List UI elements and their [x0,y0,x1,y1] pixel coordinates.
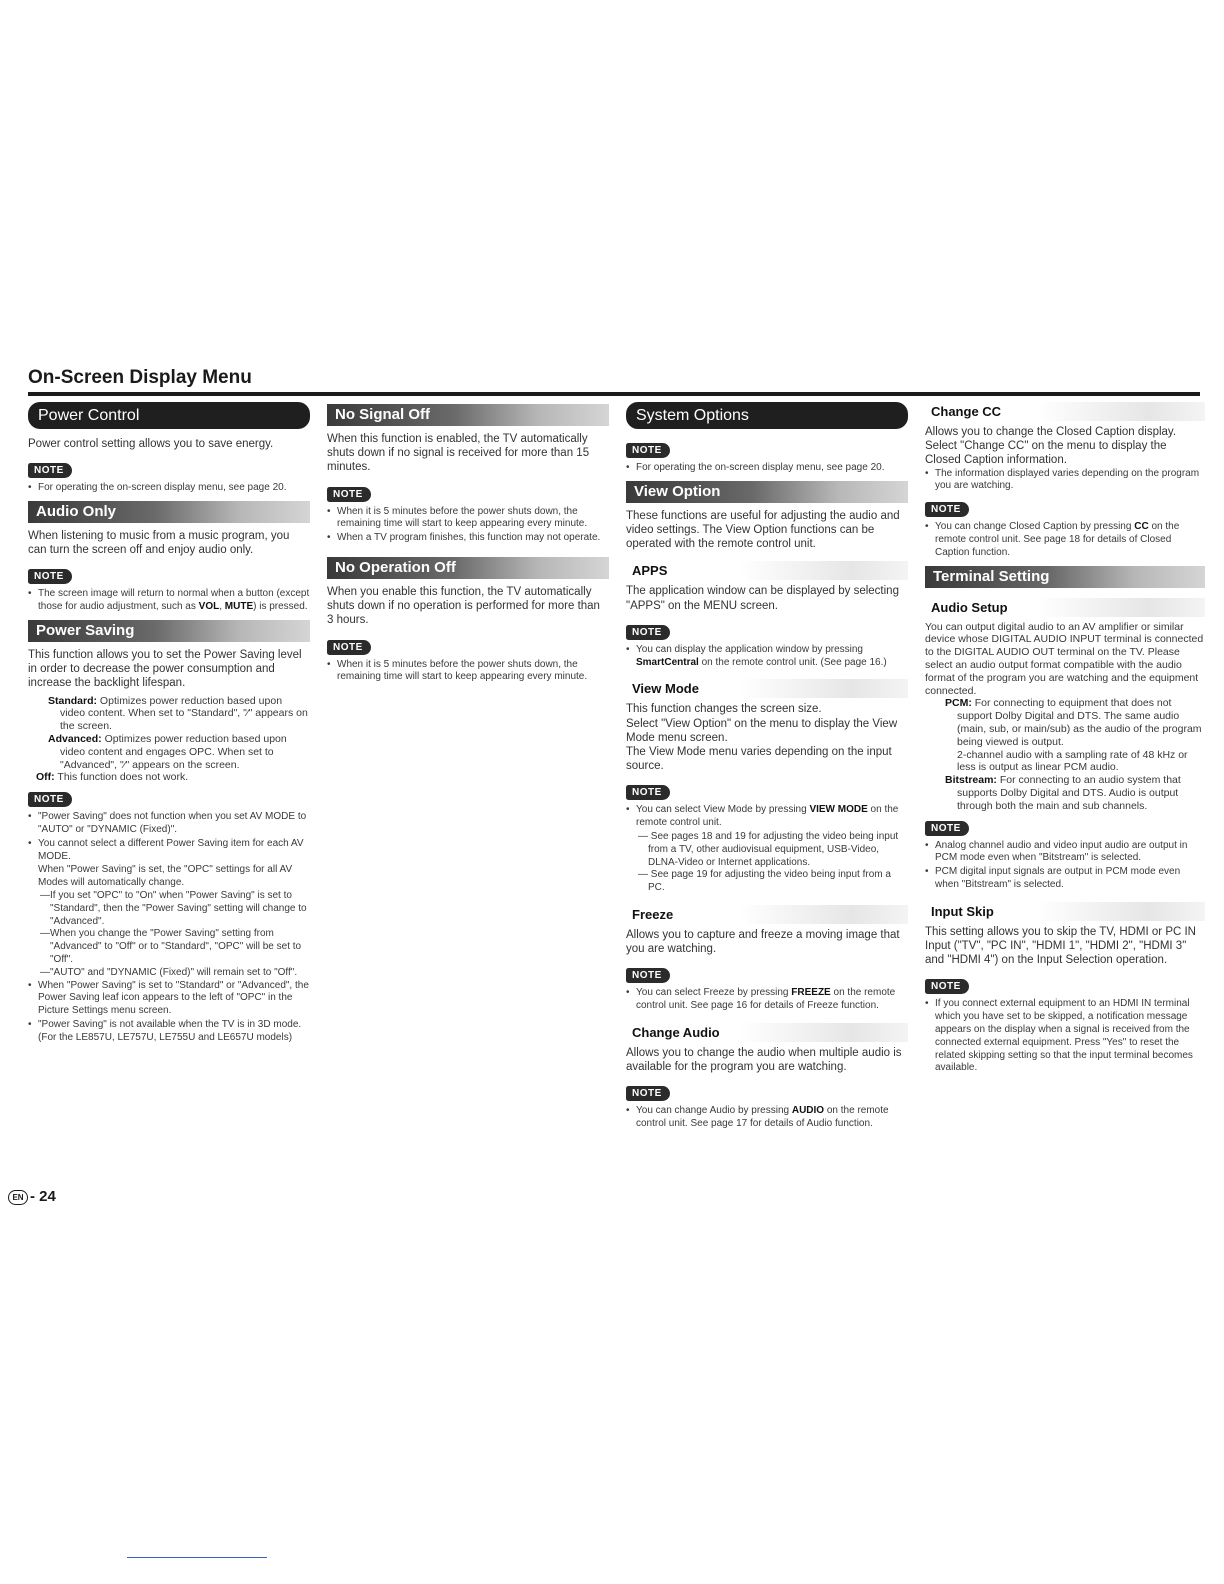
view-mode-body-2: Select "View Option" on the menu to display the View Mode menu screen. [626,717,898,744]
power-saving-off: Off: This function does not work. [36,771,189,784]
view-mode-note: • You can select View Mode by pressing VIEW MODE on the remote control unit. [626,804,908,830]
no-signal-off-note-2: • When a TV program finishes, this function may not operate. [327,532,609,545]
audio-only-body: When listening to music from a music program, you can turn the screen off and enjoy audio only. [28,530,290,557]
power-control-note: • For operating the on-screen display menu, see page 20. [28,482,310,495]
power-saving-note-2: • You cannot select a different Power Saving item for each AV MODE. [28,838,310,864]
audio-setup-body: You can output digital audio to an AV amplifier or similar device whose DIGITAL AUDIO INPUT terminal is connected to the DIGITAL AUDIO OUT terminal on the TV. Please select an audio output format compatible with the audio format of the program you are watching and the equipment connected. [925,620,1204,697]
audio-setup-note-1: • Analog channel audio and video input audio are output in PCM mode even when "Bitstream" is selected. [925,840,1205,866]
note-badge: NOTE [327,640,371,655]
note-badge: NOTE [28,463,72,478]
system-options-note: • For operating the on-screen display menu, see page 20. [626,462,908,475]
page-number: EN - 24 [8,1188,56,1205]
no-signal-off-body: When this function is enabled, the TV automatically shuts down if no signal is received for more than 15 minutes. [327,433,590,474]
column-3 [626,402,908,1132]
view-mode-dash-1: — See pages 18 and 19 for adjusting the video being input from a TV, other audiovisual equipment, USB-Video, DLNA-Video or Internet applications. [638,831,899,868]
view-option-body: These functions are useful for adjusting the audio and video settings. The View Option functions can be operated with the remote control unit. [626,509,900,551]
power-saving-note-1: • "Power Saving" does not function when you set AV MODE to "AUTO" or "DYNAMIC (Fixed)". [28,811,310,837]
change-audio-note: • You can change Audio by pressing AUDIO on the remote control unit. See page 17 for details of Audio function. [626,1105,908,1131]
note-badge: NOTE [626,1086,670,1101]
audio-setup-pcm-2: 2-channel audio with a sampling rate of 48 kHz or less is output as linear PCM audio. [957,748,1188,774]
change-cc-heading: Change CC [925,402,1205,421]
column-1 [28,402,310,1046]
column-4 [925,402,1205,1076]
page-number-value: 24 [39,1188,56,1205]
change-audio-heading: Change Audio [626,1023,908,1042]
view-option-heading: View Option [626,481,908,503]
note-badge: NOTE [626,785,670,800]
note-badge: NOTE [925,979,969,994]
note-badge: NOTE [925,502,969,517]
power-saving-body: This function allows you to set the Power Saving level in order to decrease the power consumption and increase the backlight lifespan. [28,649,302,690]
power-saving-note-2b: When "Power Saving" is set, the "OPC" settings for all AV Modes will automatically change. [38,864,293,889]
no-operation-off-heading: No Operation Off [327,557,609,579]
no-operation-off-body: When you enable this function, the TV automatically shuts down if no operation is performed for more than 3 hours. [327,586,600,627]
view-mode-body-1: This function changes the screen size. [626,703,822,716]
no-signal-off-heading: No Signal Off [327,404,609,426]
audio-setup-bitstream: Bitstream: For connecting to an audio system that supports Dolby Digital and DTS. Audio is output through both the main and sub channels. [945,774,1181,812]
note-badge: NOTE [925,821,969,836]
apps-note: • You can display the application window by pressing SmartCentral on the remote control unit. (See page 16.) [626,644,908,670]
input-skip-body: This setting allows you to skip the TV, HDMI or PC IN Input ("TV", "PC IN", "HDMI 1", "HDMI 2", "HDMI 3" and "HDMI 4") on the Input Selection operation. [925,925,1196,967]
power-saving-dash-3: —"AUTO" and "DYNAMIC (Fixed)" will remain set to "Off". [40,966,298,978]
freeze-note: • You can select Freeze by pressing FREEZE on the remote control unit. See page 16 for details of Freeze function. [626,987,908,1013]
input-skip-heading: Input Skip [925,902,1205,921]
change-cc-note: • You can change Closed Caption by pressing CC on the remote control unit. See page 18 for details of Closed Caption function. [925,521,1205,559]
no-operation-off-note-1: • When it is 5 minutes before the power shuts down, the remaining time will start to keep appearing every minute. [327,659,609,685]
note-badge: NOTE [327,487,371,502]
power-control-intro: Power control setting allows you to save energy. [28,438,274,450]
power-saving-standard: Standard: Optimizes power reduction based upon video content. When set to "Standard", "⁄" appears on the screen. [48,694,308,733]
power-saving-heading: Power Saving [28,620,310,642]
terminal-setting-heading: Terminal Setting [925,566,1205,588]
power-saving-advanced: Advanced: Optimizes power reduction based upon video content and engages OPC. When set to "Advanced", "⁄" appears on the screen. [48,733,287,771]
audio-only-heading: Audio Only [28,501,310,523]
audio-setup-heading: Audio Setup [925,598,1205,617]
change-cc-bullet: • The information displayed varies depending on the program you are watching. [925,468,1205,494]
power-saving-dash-2: —When you change the "Power Saving" setting from "Advanced" to "Off" or to "Standard", "OPC" will be set to "Off". [40,928,302,965]
change-audio-body: Allows you to change the audio when multiple audio is available for the program you are watching. [626,1047,902,1074]
no-signal-off-note-1: • When it is 5 minutes before the power shuts down, the remaining time will start to keep appearing every minute. [327,506,609,532]
audio-setup-pcm: PCM: For connecting to equipment that does not support Dolby Digital and DTS. The same audio (main, sub, or main/sub) as the audio of the program being viewed is output. [945,697,1202,748]
audio-only-note: • The screen image will return to normal when a button (except those for audio adjustment, such as VOL, MUTE) is pressed. [28,588,310,614]
power-control-heading: Power Control [28,402,310,429]
input-skip-note: • If you connect external equipment to an HDMI IN terminal which you have set to be skipped, a notification message appears on the display when a signal is received from the connected external equipment. Press "Yes" to reset the related skipping setting so that the input terminal becomes available. [925,998,1205,1075]
note-badge: NOTE [28,569,72,584]
note-badge: NOTE [28,792,72,807]
audio-setup-note-2: • PCM digital input signals are output in PCM mode even when "Bitstream" is selected. [925,866,1205,892]
view-mode-dash-2: — See page 19 for adjusting the video being input from a PC. [638,869,891,894]
note-badge: NOTE [626,968,670,983]
power-saving-dash-1: —If you set "OPC" to "On" when "Power Saving" is set to "Standard", then the "Power Saving" setting will change to "Advanced". [40,889,307,927]
note-badge: NOTE [626,625,670,640]
column-2 [327,402,609,685]
freeze-heading: Freeze [626,905,908,924]
page-title: On-Screen Display Menu [28,367,252,388]
title-rule [28,392,1200,396]
change-cc-body-2: Select "Change CC" on the menu to display the Closed Caption information. [925,440,1167,467]
view-mode-body-3: The View Mode menu varies depending on the input source. [626,746,892,773]
power-saving-note-3: • When "Power Saving" is set to "Standard" or "Advanced", the Power Saving leaf icon appears to the left of "OPC" in the Picture Settings menu screen. [28,980,310,1018]
system-options-heading: System Options [626,402,908,429]
note-badge: NOTE [626,443,670,458]
power-saving-note-4: • "Power Saving" is not available when the TV is in 3D mode. (For the LE857U, LE757U, LE755U and LE657U models) [28,1019,310,1045]
apps-body: The application window can be displayed by selecting "APPS" on the MENU screen. [626,585,899,612]
language-badge-icon: EN [8,1190,28,1205]
view-mode-heading: View Mode [626,679,908,698]
change-cc-body-1: Allows you to change the Closed Caption display. [925,426,1177,438]
freeze-body: Allows you to capture and freeze a moving image that you are watching. [626,929,900,956]
scan-mark-line [127,1557,267,1558]
apps-heading: APPS [626,561,908,580]
